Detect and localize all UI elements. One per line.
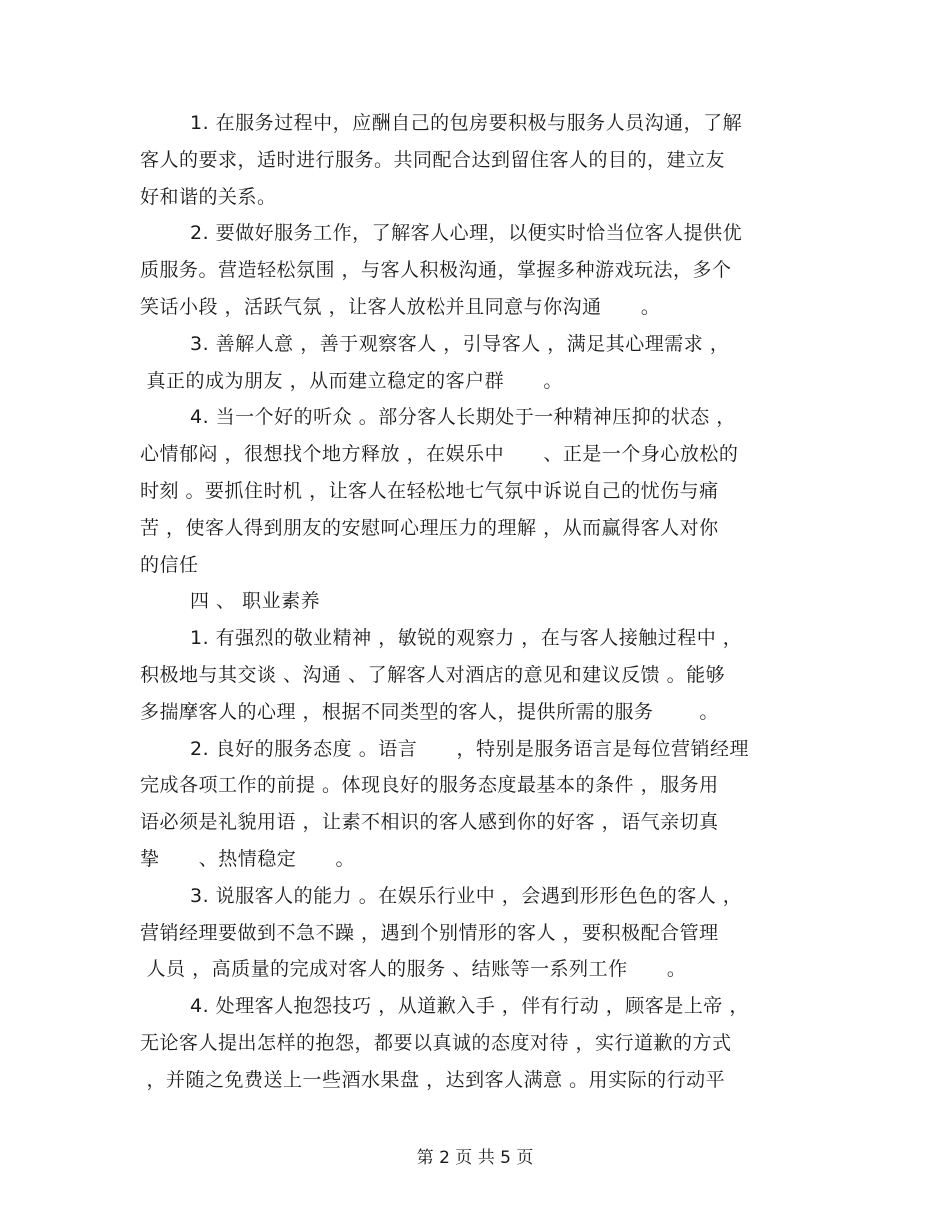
paragraph-line: 2. 良好的服务态度 。语言 ，特别是服务语言是每位营销经理 (190, 737, 749, 760)
document-body (140, 110, 810, 1104)
paragraph-line: 2. 要做好服务工作，了解客人心理，以便实时恰当位客人提供优 (190, 222, 743, 245)
paragraph-line: 语必须是礼貌用语 ，让素不相识的客人感到你的好客 ，语气亲切真 (140, 811, 719, 834)
paragraph-line: ，并随之免费送上一些酒水果盘 ，达到客人满意 。用实际的行动平 (140, 1068, 726, 1091)
paragraph-line: 苦 ，使客人得到朋友的安慰呵心理压力的理解 ，从而赢得客人对你 (140, 516, 719, 539)
page-number-footer: 第 2 页 共 5 页 (416, 1148, 534, 1168)
paragraph-line: 1. 有强烈的敬业精神 ，敏锐的观察力 ，在与客人接触过程中 ， (190, 627, 743, 650)
paragraph-line: 质服务。营造轻松氛围 ，与客人积极沟通，掌握多种游戏玩法，多个 (140, 259, 732, 282)
paragraph-line: 无论客人提出怎样的抱怨，都要以真诚的态度对待 ，实行道歉的方式 (140, 1031, 732, 1054)
section-heading: 四 、 职业素养 (190, 590, 321, 613)
paragraph-line: 营销经理要做到不急不躁 ，遇到个别情形的客人 ，要积极配合管理 (140, 921, 719, 944)
paragraph-line: 的信任 (140, 553, 199, 576)
paragraph-line: 笑话小段 ，活跃气氛 ，让客人放松并且同意与你沟通 。 (140, 295, 661, 318)
paragraph-line: 客人的要求，适时进行服务。共同配合达到留住客人的目的，建立友 (140, 148, 726, 171)
paragraph-line: 人员 ，高质量的完成对客人的服务 、结账等一系列工作 。 (140, 958, 687, 981)
paragraph-line: 完成各项工作的前提 。体现良好的服务态度最基本的条件 ，服务用 (140, 774, 719, 797)
paragraph-line: 挚 、热情稳定 。 (140, 847, 355, 870)
paragraph-line: 多揣摩客人的心理 ，根据不同类型的客人，提供所需的服务 。 (140, 700, 719, 723)
paragraph-line: 积极地与其交谈 、沟通 、了解客人对酒店的意见和建议反馈 。能够 (140, 663, 726, 686)
paragraph-line: 1. 在服务过程中，应酬自己的包房要积极与服务人员沟通，了解 (190, 112, 743, 134)
paragraph-line: 好和谐的关系。 (140, 185, 277, 208)
paragraph-line: 心情郁闷 ，很想找个地方释放 ，在娱乐中 、正是一个身心放松的 (140, 443, 739, 466)
paragraph-line: 4. 当一个好的听众 。部分客人长期处于一种精神压抑的状态 ， (190, 406, 736, 429)
paragraph-line: 时刻 。要抓住时机 ，让客人在轻松地七气氛中诉说自己的忧伤与痛 (140, 479, 719, 502)
paragraph-line: 真正的成为朋友 ，从而建立稳定的客户群 。 (140, 369, 563, 392)
paragraph-line: 3. 善解人意 ，善于观察客人 ，引导客人 ，满足其心理需求 ， (190, 332, 730, 355)
paragraph-line: 4. 处理客人抱怨技巧 ，从道歉入手 ，伴有行动 ，顾客是上帝 ， (190, 995, 749, 1018)
paragraph-line: 3. 说服客人的能力 。在娱乐行业中 ，会遇到形形色色的客人 ， (190, 884, 743, 907)
